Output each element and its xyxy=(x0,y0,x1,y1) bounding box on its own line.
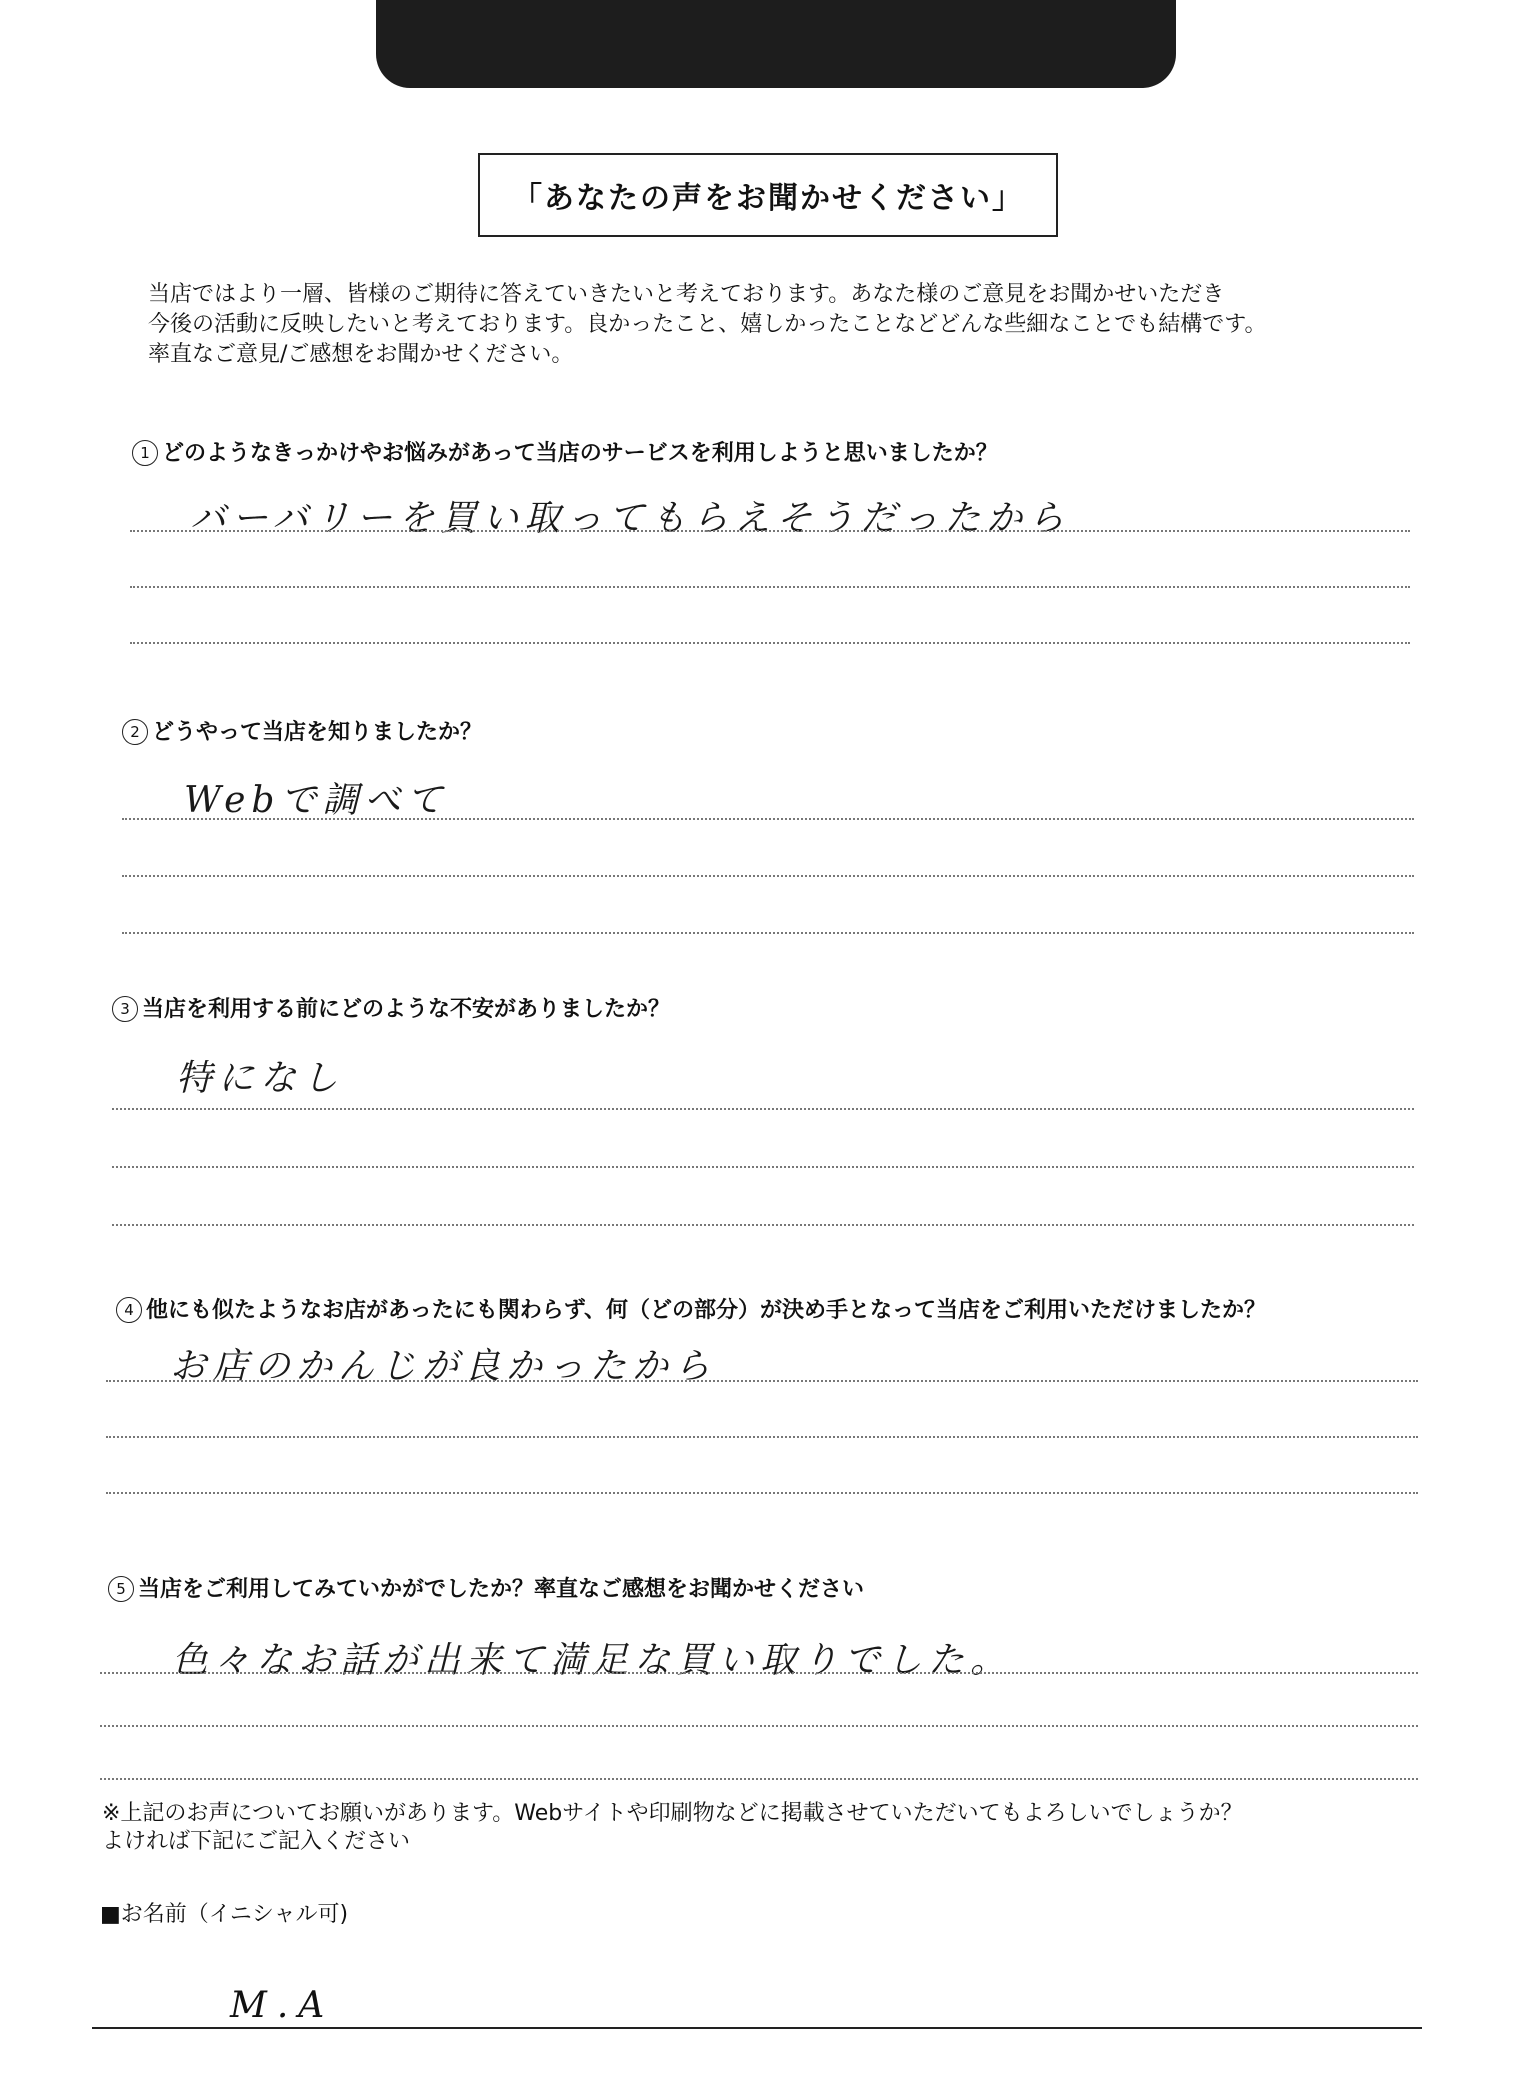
question-4-text: 他にも似たようなお店があったにも関わらず、何（どの部分）が決め手となって当店をご利用いただけましたか？ xyxy=(146,1298,1267,1323)
answer-line xyxy=(122,818,1414,820)
clipboard-clip xyxy=(376,0,1176,88)
answer-line xyxy=(112,1224,1414,1226)
consent-note-line-1: ※上記のお声についてお願いがあります。Webサイトや印刷物などに掲載させていただいてもよろしいでしょうか？ xyxy=(102,1801,1243,1826)
answer-line xyxy=(122,932,1414,934)
question-3 xyxy=(112,992,670,1023)
answer-line xyxy=(112,1108,1414,1110)
name-line xyxy=(92,2027,1422,2029)
question-number-5: 5 xyxy=(108,1576,134,1602)
answer-line xyxy=(106,1492,1418,1494)
answer-line xyxy=(100,1672,1418,1674)
question-4 xyxy=(116,1293,1266,1324)
question-5-text: 当店をご利用してみていかがでしたか？率直なご感想をお聞かせください xyxy=(138,1577,865,1602)
answer-4: お店のかんじが良かったから xyxy=(170,1346,717,1387)
name-label: ■お名前（イニシャル可) xyxy=(100,1902,349,1927)
answer-line xyxy=(100,1725,1418,1727)
question-5 xyxy=(108,1572,864,1603)
question-3-text: 当店を利用する前にどのような不安がありましたか？ xyxy=(142,997,671,1022)
intro-line-3: 率直なご意見/ご感想をお聞かせください。 xyxy=(148,342,574,367)
intro-line-2: 今後の活動に反映したいと考えております。良かったこと、嬉しかったことなどどんな些細なことでも結構です。 xyxy=(148,312,1267,337)
answer-line xyxy=(100,1778,1418,1780)
question-number-1: 1 xyxy=(132,440,158,466)
survey-title-text: 「あなたの声をお聞かせください」 xyxy=(512,181,1024,216)
answer-1: バーバリーを買い取ってもらえそうだったから xyxy=(190,498,1071,539)
answer-line xyxy=(106,1436,1418,1438)
question-2-text: どうやって当店を知りましたか？ xyxy=(152,720,483,745)
intro-text xyxy=(148,280,1408,370)
question-1-text: どのようなきっかけやお悩みがあって当店のサービスを利用しようと思いましたか？ xyxy=(162,441,998,466)
answer-line xyxy=(130,642,1410,644)
answer-3: 特になし xyxy=(176,1058,345,1099)
answer-line xyxy=(130,530,1410,532)
answer-line xyxy=(112,1166,1414,1168)
question-number-2: 2 xyxy=(122,719,148,745)
name-value: M.A xyxy=(230,1985,335,2026)
question-number-3: 3 xyxy=(112,996,138,1022)
intro-line-1: 当店ではより一層、皆様のご期待に答えていきたいと考えております。あなた様のご意見をお聞かせいただき xyxy=(148,282,1225,307)
question-2 xyxy=(122,715,482,746)
question-1 xyxy=(132,436,998,467)
answer-line xyxy=(106,1380,1418,1382)
answer-5: 色々なお話が出来て満足な買い取りでした。 xyxy=(172,1640,1013,1681)
answer-line xyxy=(130,586,1410,588)
consent-note-line-2: よければ下記にご記入ください xyxy=(102,1829,411,1854)
consent-note xyxy=(102,1800,1243,1856)
survey-title xyxy=(478,153,1058,237)
answer-2: Webで調べて xyxy=(184,780,449,821)
answer-line xyxy=(122,875,1414,877)
question-number-4: 4 xyxy=(116,1297,142,1323)
